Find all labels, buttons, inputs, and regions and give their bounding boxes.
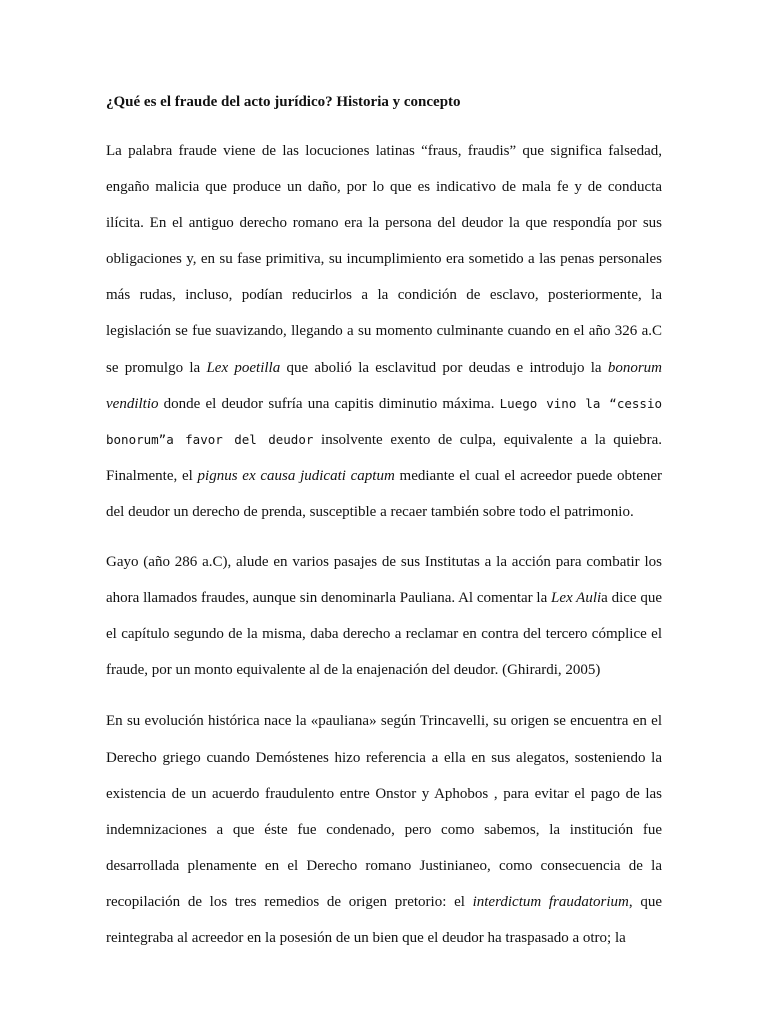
paragraph-1-mono-text: Luego vino la “cessio bonorum”a favor del deudor [106,395,662,447]
document-title: ¿Qué es el fraude del acto jurídico? Historia y concepto [106,94,461,110]
paragraph-1 [106,133,662,530]
paragraph-1-italic-bonorum: bonorum vendiltio [106,359,663,412]
paragraph-1-text-1: La palabra fraude viene de las locuciones latinas “fraus, fraudis” que significa falsedad, engaño malicia que produce un daño, por lo que es indicativo de mala fe y de conducta ilícita. En el antiguo derecho romano era la persona del deudor la que respondía por sus obligaciones y, en su fase primitiva, su incumplimiento era sometido a las penas personales más rudas, incluso, podían reducirlos a la condición de esclavo, posteriormente, la legislación se fue suavizando, llegando a su momento culminante cuando en el año 326 a.C se promulgo la [106,143,662,376]
paragraph-2-text-1: Gayo (año 286 a.C), alude en varios pasajes de sus Institutas a la acción para combatir los ahora llamados fraudes, aunque sin denominarla Pauliana. Al comentar la [106,554,662,607]
paragraph-3-text-1: En su evolución histórica nace la «pauliana» según Trincavelli, su origen se encuentra en el Derecho griego cuando Demóstenes hizo referencia a ella en sus alegatos, sosteniendo la existencia de un acuerdo fraudulento entre Onstor y Aphobos , para evitar el pago de las indemnizaciones a que éste fue condenado, pero como sabemos, la institución fue desarrollada plenamente en el Derecho romano Justinianeo, como consecuencia de la recopilación de los tres remedios de origen pretorio: el [106,713,662,910]
paragraph-3 [106,703,662,956]
document-body [106,91,662,970]
paragraph-1-text-4: insolvente exento de culpa, equivalente a la quiebra. Finalmente, el [106,431,663,484]
paragraph-3-text-2: , que reintegraba al acreedor en la posesión de un bien que el deudor ha traspasado a otro; la [106,893,663,946]
paragraph-2 [106,544,662,688]
paragraph-2-text-2: a dice que el capítulo segundo de la misma, daba derecho a reclamar en contra del tercero cómplice el fraude, por un monto equivalente al de la enajenación del deudor. (Ghirardi, 2005) [106,590,662,679]
paragraph-1-text-5: mediante el cual el acreedor puede obtener del deudor un derecho de prenda, susceptible a recaer también sobre todo el patrimonio. [106,467,663,520]
paragraph-1-text-2: que abolió la esclavitud por deudas e introdujo la [280,359,608,376]
paragraph-1-italic-lex-poetilla: Lex poetilla [206,359,281,376]
paragraph-1-text-3: donde el deudor sufría una capitis diminutio máxima. [158,395,500,412]
paragraph-1-italic-pignus: pignus ex causa judicati captum [197,467,395,484]
paragraph-3-italic-interdictum: interdictum fraudatorium [472,893,629,910]
paragraph-2-italic-lex-aulia: Lex Auli [551,590,602,607]
